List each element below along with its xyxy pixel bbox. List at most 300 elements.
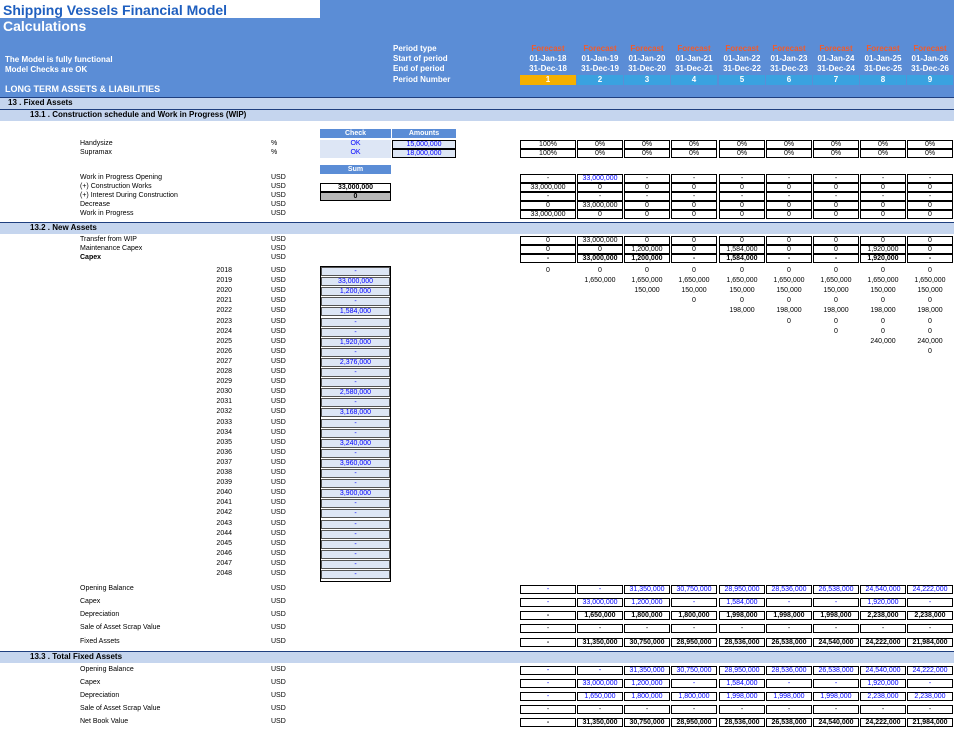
value-cell: 28,536,000 xyxy=(766,585,812,594)
row-unit: USD xyxy=(271,327,286,335)
period-start: 01-Jan-26 xyxy=(911,54,949,63)
title-band-right xyxy=(320,0,954,18)
value-cell: 1,998,000 xyxy=(766,692,812,701)
period-end: 31-Dec-19 xyxy=(581,64,619,73)
value-cell: 26,538,000 xyxy=(813,666,859,675)
row-unit: USD xyxy=(271,418,286,426)
value-cell: - xyxy=(520,598,576,607)
value-cell: 31,350,000 xyxy=(577,638,623,647)
value-cell: 100% xyxy=(520,149,576,158)
value-cell: 30,750,000 xyxy=(671,666,717,675)
value-cell: 33,000,000 xyxy=(520,183,576,192)
row-unit: USD xyxy=(271,201,286,208)
row-unit: USD xyxy=(271,666,286,673)
year-amount-cell: 2,376,000 xyxy=(321,358,390,367)
row-unit: USD xyxy=(271,529,286,537)
year-label: 2020 xyxy=(216,287,232,295)
value-cell: 24,540,000 xyxy=(813,638,859,647)
row-label: Sale of Asset Scrap Value xyxy=(80,624,161,631)
year-label: 2026 xyxy=(216,347,232,355)
value-cell: - xyxy=(577,192,623,201)
value-cell: 0 xyxy=(907,210,953,219)
value-cell: 1,200,000 xyxy=(624,245,670,254)
year-amount-cell: - xyxy=(321,297,390,306)
value-cell: 0 xyxy=(671,210,717,219)
value-cell: 28,950,000 xyxy=(671,718,717,727)
value-cell: 0 xyxy=(577,245,623,254)
year-label: 2046 xyxy=(216,549,232,557)
value-cell: 1,998,000 xyxy=(766,611,812,620)
row-unit: USD xyxy=(271,192,286,199)
value-cell: 1,998,000 xyxy=(719,692,765,701)
row-unit: USD xyxy=(271,585,286,592)
value-cell: - xyxy=(766,679,812,688)
section-construction xyxy=(0,109,954,121)
period-start: 01-Jan-20 xyxy=(628,54,666,63)
value-cell: 0% xyxy=(813,140,859,149)
row-unit: USD xyxy=(271,236,286,243)
row-unit: USD xyxy=(271,357,286,365)
row-unit: USD xyxy=(271,267,286,274)
value-cell: - xyxy=(671,254,717,263)
model-status: The Model is fully functional xyxy=(5,55,113,64)
value-cell: 0 xyxy=(928,317,932,325)
value-cell: 28,536,000 xyxy=(719,638,765,647)
value-cell: 0 xyxy=(813,210,859,219)
row-unit: USD xyxy=(271,458,286,466)
year-label: 2048 xyxy=(216,570,232,577)
period-start: 01-Jan-21 xyxy=(675,54,713,63)
value-cell: 0 xyxy=(860,201,906,210)
value-cell: - xyxy=(671,174,717,183)
value-cell: - xyxy=(577,666,623,675)
value-cell: - xyxy=(671,598,717,607)
value-cell: 0 xyxy=(624,236,670,245)
year-amount-cell: - xyxy=(321,449,390,458)
year-label: 2036 xyxy=(216,448,232,456)
value-cell: 0 xyxy=(766,201,812,210)
value-cell: 240,000 xyxy=(917,337,943,345)
value-cell: 0 xyxy=(692,267,696,274)
row-label: Depreciation xyxy=(80,692,120,699)
row-label-end: End of period xyxy=(393,64,445,73)
value-cell: 33,000,000 xyxy=(577,174,623,183)
value-cell: 33,000,000 xyxy=(577,254,623,263)
value-cell: 28,536,000 xyxy=(719,718,765,727)
value-cell: 0 xyxy=(834,297,838,305)
value-cell: 1,200,000 xyxy=(624,254,670,263)
row-unit: USD xyxy=(271,519,286,527)
year-label: 2028 xyxy=(216,368,232,375)
section-fixed-assets xyxy=(0,97,954,109)
amount-cell: 18,000,000 xyxy=(392,149,456,158)
value-cell: 0 xyxy=(645,267,649,274)
value-cell: - xyxy=(719,174,765,183)
value-cell: 1,800,000 xyxy=(671,611,717,620)
row-unit: USD xyxy=(271,479,286,487)
sum-header: Sum xyxy=(320,165,391,174)
year-label: 2039 xyxy=(216,479,232,487)
year-label: 2023 xyxy=(216,317,232,325)
value-cell: 198,000 xyxy=(823,307,849,315)
value-cell: - xyxy=(907,192,953,201)
period-type: Forecast xyxy=(725,44,759,53)
row-label: Sale of Asset Scrap Value xyxy=(80,705,161,712)
value-cell: - xyxy=(624,174,670,183)
amounts-header: Amounts xyxy=(392,129,456,138)
value-cell: 28,950,000 xyxy=(719,666,765,675)
value-cell: - xyxy=(520,585,576,594)
value-cell: 0 xyxy=(520,201,576,210)
value-cell: 0 xyxy=(907,183,953,192)
value-cell: 33,000,000 xyxy=(577,679,623,688)
period-number: 5 xyxy=(719,75,765,85)
value-cell: 24,222,000 xyxy=(907,666,953,675)
period-start: 01-Jan-24 xyxy=(817,54,855,63)
row-label: Opening Balance xyxy=(80,585,134,592)
value-cell: - xyxy=(766,254,812,263)
row-unit: USD xyxy=(271,539,286,547)
value-cell: 28,536,000 xyxy=(766,666,812,675)
value-cell: - xyxy=(520,192,576,201)
value-cell: 1,584,000 xyxy=(719,679,765,688)
check-cell: OK xyxy=(320,140,391,149)
value-cell: - xyxy=(520,611,576,620)
year-amount-cell: - xyxy=(321,429,390,438)
year-label: 2038 xyxy=(216,469,232,476)
year-label: 2045 xyxy=(216,539,232,547)
value-cell: - xyxy=(719,192,765,201)
row-unit: USD xyxy=(271,378,286,386)
year-amount-cell: - xyxy=(321,509,390,518)
row-label: Handysize xyxy=(80,140,113,147)
row-unit: USD xyxy=(271,718,286,725)
value-cell: 0 xyxy=(787,267,791,274)
value-cell: 150,000 xyxy=(870,287,896,295)
page-subtitle: Calculations xyxy=(3,18,87,34)
year-label: 2044 xyxy=(216,529,232,537)
row-unit: USD xyxy=(271,598,286,605)
value-cell: 0 xyxy=(671,201,717,210)
period-end: 31-Dec-24 xyxy=(817,64,855,73)
value-cell: - xyxy=(860,705,906,714)
value-cell: 0 xyxy=(766,245,812,254)
row-label: Decrease xyxy=(80,201,110,208)
value-cell: - xyxy=(813,192,859,201)
value-cell: 24,222,000 xyxy=(860,718,906,727)
row-unit: USD xyxy=(271,245,286,252)
value-cell: 0% xyxy=(624,149,670,158)
row-unit: USD xyxy=(271,428,286,436)
value-cell: - xyxy=(577,705,623,714)
value-cell: 0 xyxy=(907,236,953,245)
value-cell: 31,350,000 xyxy=(624,585,670,594)
row-unit: USD xyxy=(271,679,286,686)
value-cell: - xyxy=(520,679,576,688)
row-label-start: Start of period xyxy=(393,54,448,63)
value-cell: 198,000 xyxy=(870,307,896,315)
year-label: 2025 xyxy=(216,337,232,345)
value-cell: 1,998,000 xyxy=(719,611,765,620)
value-cell: 0 xyxy=(813,236,859,245)
value-cell: 24,540,000 xyxy=(860,585,906,594)
value-cell: 33,000,000 xyxy=(577,598,623,607)
row-label: Work in Progress Opening xyxy=(80,174,162,181)
page-title: Shipping Vessels Financial Model xyxy=(3,2,228,18)
period-type: Forecast xyxy=(819,44,853,53)
period-number: 2 xyxy=(577,75,623,85)
value-cell: 1,200,000 xyxy=(624,679,670,688)
period-type: Forecast xyxy=(630,44,664,53)
value-cell: 1,650,000 xyxy=(678,277,710,285)
value-cell: 0 xyxy=(719,201,765,210)
value-cell: 0 xyxy=(520,245,576,254)
row-unit: USD xyxy=(271,183,286,190)
value-cell: 150,000 xyxy=(681,287,707,295)
period-type: Forecast xyxy=(866,44,900,53)
value-cell: 1,920,000 xyxy=(860,598,906,607)
value-cell: 2,238,000 xyxy=(907,692,953,701)
year-amount-cell: 1,584,000 xyxy=(321,307,390,316)
value-cell: 31,350,000 xyxy=(624,666,670,675)
period-end: 31-Dec-22 xyxy=(723,64,761,73)
value-cell: 0 xyxy=(546,267,550,274)
year-label: 2019 xyxy=(216,277,232,285)
value-cell: - xyxy=(813,624,859,633)
row-unit: USD xyxy=(271,489,286,497)
year-label: 2033 xyxy=(216,418,232,426)
value-cell: 2,238,000 xyxy=(860,611,906,620)
value-cell: 150,000 xyxy=(917,287,943,295)
row-label: Depreciation xyxy=(80,611,120,618)
year-label: 2034 xyxy=(216,428,232,436)
value-cell: 0 xyxy=(907,201,953,210)
section-title: 13.3 . Total Fixed Assets xyxy=(30,652,123,661)
row-unit: USD xyxy=(271,388,286,396)
value-cell: - xyxy=(907,705,953,714)
row-unit: USD xyxy=(271,277,286,285)
value-cell: 0 xyxy=(719,236,765,245)
value-cell: - xyxy=(860,192,906,201)
row-label: (+) Interest During Construction xyxy=(80,192,178,199)
row-unit: USD xyxy=(271,509,286,517)
year-amount-cell: - xyxy=(321,318,390,327)
value-cell: 0% xyxy=(860,140,906,149)
row-label: Opening Balance xyxy=(80,666,134,673)
value-cell: 1,920,000 xyxy=(860,254,906,263)
section-title: 13.2 . New Assets xyxy=(30,223,97,232)
year-amount-cell: - xyxy=(321,378,390,387)
value-cell: - xyxy=(907,254,953,263)
row-label: Supramax xyxy=(80,149,112,156)
row-unit: USD xyxy=(271,705,286,712)
value-cell: 240,000 xyxy=(870,337,896,345)
value-cell: 28,950,000 xyxy=(671,638,717,647)
year-amount-cell: - xyxy=(321,540,390,549)
row-label: Capex xyxy=(80,254,102,261)
value-cell: - xyxy=(766,624,812,633)
value-cell: 24,540,000 xyxy=(860,666,906,675)
value-cell: 1,650,000 xyxy=(584,277,616,285)
amount-cell: 15,000,000 xyxy=(392,140,456,149)
period-start: 01-Jan-22 xyxy=(723,54,761,63)
value-cell: 33,000,000 xyxy=(520,210,576,219)
value-cell: 30,750,000 xyxy=(671,585,717,594)
year-amount-cell: - xyxy=(321,368,390,377)
row-unit: USD xyxy=(271,210,286,217)
value-cell: 1,650,000 xyxy=(726,277,758,285)
value-cell: 0 xyxy=(624,183,670,192)
year-label: 2037 xyxy=(216,458,232,466)
value-cell: 0 xyxy=(881,317,885,325)
value-cell: - xyxy=(766,705,812,714)
value-cell: 1,584,000 xyxy=(719,254,765,263)
year-label: 2030 xyxy=(216,388,232,396)
value-cell: 0 xyxy=(577,183,623,192)
value-cell: 0 xyxy=(624,201,670,210)
value-cell: - xyxy=(719,705,765,714)
section-new-assets xyxy=(0,222,954,234)
row-label: Capex xyxy=(80,679,101,686)
row-unit: USD xyxy=(271,317,286,325)
row-unit: USD xyxy=(271,692,286,699)
row-unit: USD xyxy=(271,408,286,416)
row-unit: USD xyxy=(271,254,286,261)
row-unit: USD xyxy=(271,368,286,375)
value-cell: 1,650,000 xyxy=(820,277,852,285)
value-cell: - xyxy=(907,624,953,633)
period-type: Forecast xyxy=(913,44,947,53)
value-cell: - xyxy=(813,598,859,607)
period-end: 31-Dec-20 xyxy=(628,64,666,73)
year-amount-cell: - xyxy=(321,348,390,357)
year-amount-cell: 1,920,000 xyxy=(321,338,390,347)
value-cell: 28,950,000 xyxy=(719,585,765,594)
row-unit: % xyxy=(271,149,278,156)
year-label: 2042 xyxy=(216,509,232,517)
value-cell: 1,650,000 xyxy=(914,277,946,285)
year-label: 2035 xyxy=(216,438,232,446)
value-cell: 0% xyxy=(719,140,765,149)
value-cell: 1,650,000 xyxy=(867,277,899,285)
period-number: 8 xyxy=(860,75,906,85)
value-cell: 0 xyxy=(671,236,717,245)
year-label: 2027 xyxy=(216,357,232,365)
row-unit: USD xyxy=(271,174,286,181)
years-amount-box xyxy=(320,266,391,582)
value-cell: - xyxy=(907,174,953,183)
value-cell: - xyxy=(520,718,576,727)
period-number: 7 xyxy=(813,75,859,85)
year-amount-cell: 3,900,000 xyxy=(321,489,390,498)
period-start: 01-Jan-18 xyxy=(529,54,567,63)
value-cell: 0% xyxy=(577,140,623,149)
year-amount-cell: - xyxy=(321,570,390,579)
value-cell: 0 xyxy=(766,210,812,219)
row-unit: USD xyxy=(271,337,286,345)
period-type: Forecast xyxy=(583,44,617,53)
value-cell: 100% xyxy=(520,140,576,149)
value-cell: 0% xyxy=(719,149,765,158)
year-label: 2040 xyxy=(216,489,232,497)
value-cell: 1,650,000 xyxy=(577,692,623,701)
value-cell: 31,350,000 xyxy=(577,718,623,727)
value-cell: 0 xyxy=(719,210,765,219)
value-cell: 0% xyxy=(907,149,953,158)
row-label: Net Book Value xyxy=(80,718,129,725)
value-cell: 0% xyxy=(766,140,812,149)
value-cell: - xyxy=(520,666,576,675)
year-amount-cell: - xyxy=(321,419,390,428)
value-cell: 30,750,000 xyxy=(624,638,670,647)
row-unit: USD xyxy=(271,611,286,618)
year-amount-cell: - xyxy=(321,398,390,407)
value-cell: 0 xyxy=(881,297,885,305)
row-label-period-type: Period type xyxy=(393,44,437,53)
period-start: 01-Jan-23 xyxy=(770,54,808,63)
value-cell: 1,200,000 xyxy=(624,598,670,607)
value-cell: 0 xyxy=(860,183,906,192)
year-amount-cell: - xyxy=(321,267,390,276)
value-cell: 0% xyxy=(624,140,670,149)
value-cell: 1,920,000 xyxy=(860,245,906,254)
value-cell: 0 xyxy=(787,297,791,305)
value-cell: - xyxy=(719,624,765,633)
row-unit: USD xyxy=(271,559,286,567)
value-cell: 0 xyxy=(813,183,859,192)
value-cell: 0 xyxy=(577,210,623,219)
row-unit: USD xyxy=(271,499,286,507)
value-cell: - xyxy=(520,705,576,714)
value-cell: 1,800,000 xyxy=(624,611,670,620)
value-cell: 150,000 xyxy=(634,287,660,295)
value-cell: - xyxy=(520,174,576,183)
model-checks-status: Model Checks are OK xyxy=(5,65,88,74)
year-amount-cell: 3,168,000 xyxy=(321,408,390,417)
period-number: 9 xyxy=(907,75,953,85)
value-cell: 24,540,000 xyxy=(813,718,859,727)
row-unit: USD xyxy=(271,638,286,645)
value-cell: 24,222,000 xyxy=(907,585,953,594)
row-unit: USD xyxy=(271,570,286,577)
value-cell: 0 xyxy=(598,267,602,274)
year-amount-cell: 3,240,000 xyxy=(321,439,390,448)
value-cell: 1,584,000 xyxy=(719,598,765,607)
row-unit: USD xyxy=(271,549,286,557)
value-cell: - xyxy=(860,624,906,633)
year-amount-cell: - xyxy=(321,499,390,508)
year-amount-cell: - xyxy=(321,530,390,539)
value-cell: 0 xyxy=(719,183,765,192)
value-cell: 1,800,000 xyxy=(671,692,717,701)
year-amount-cell: 3,960,000 xyxy=(321,459,390,468)
period-number: 4 xyxy=(671,75,717,85)
row-unit: USD xyxy=(271,448,286,456)
value-cell: 0% xyxy=(766,149,812,158)
value-cell: 26,538,000 xyxy=(766,638,812,647)
value-cell: 0 xyxy=(766,183,812,192)
value-cell: - xyxy=(907,598,953,607)
year-label: 2029 xyxy=(216,378,232,386)
section-total-fixed-assets xyxy=(0,651,954,663)
value-cell: 30,750,000 xyxy=(624,718,670,727)
section-title: 13.1 . Construction schedule and Work in Progress (WIP) xyxy=(30,110,247,119)
value-cell: 0% xyxy=(907,140,953,149)
value-cell: 150,000 xyxy=(729,287,755,295)
value-cell: 2,238,000 xyxy=(860,692,906,701)
year-amount-cell: - xyxy=(321,560,390,569)
period-number: 3 xyxy=(624,75,670,85)
